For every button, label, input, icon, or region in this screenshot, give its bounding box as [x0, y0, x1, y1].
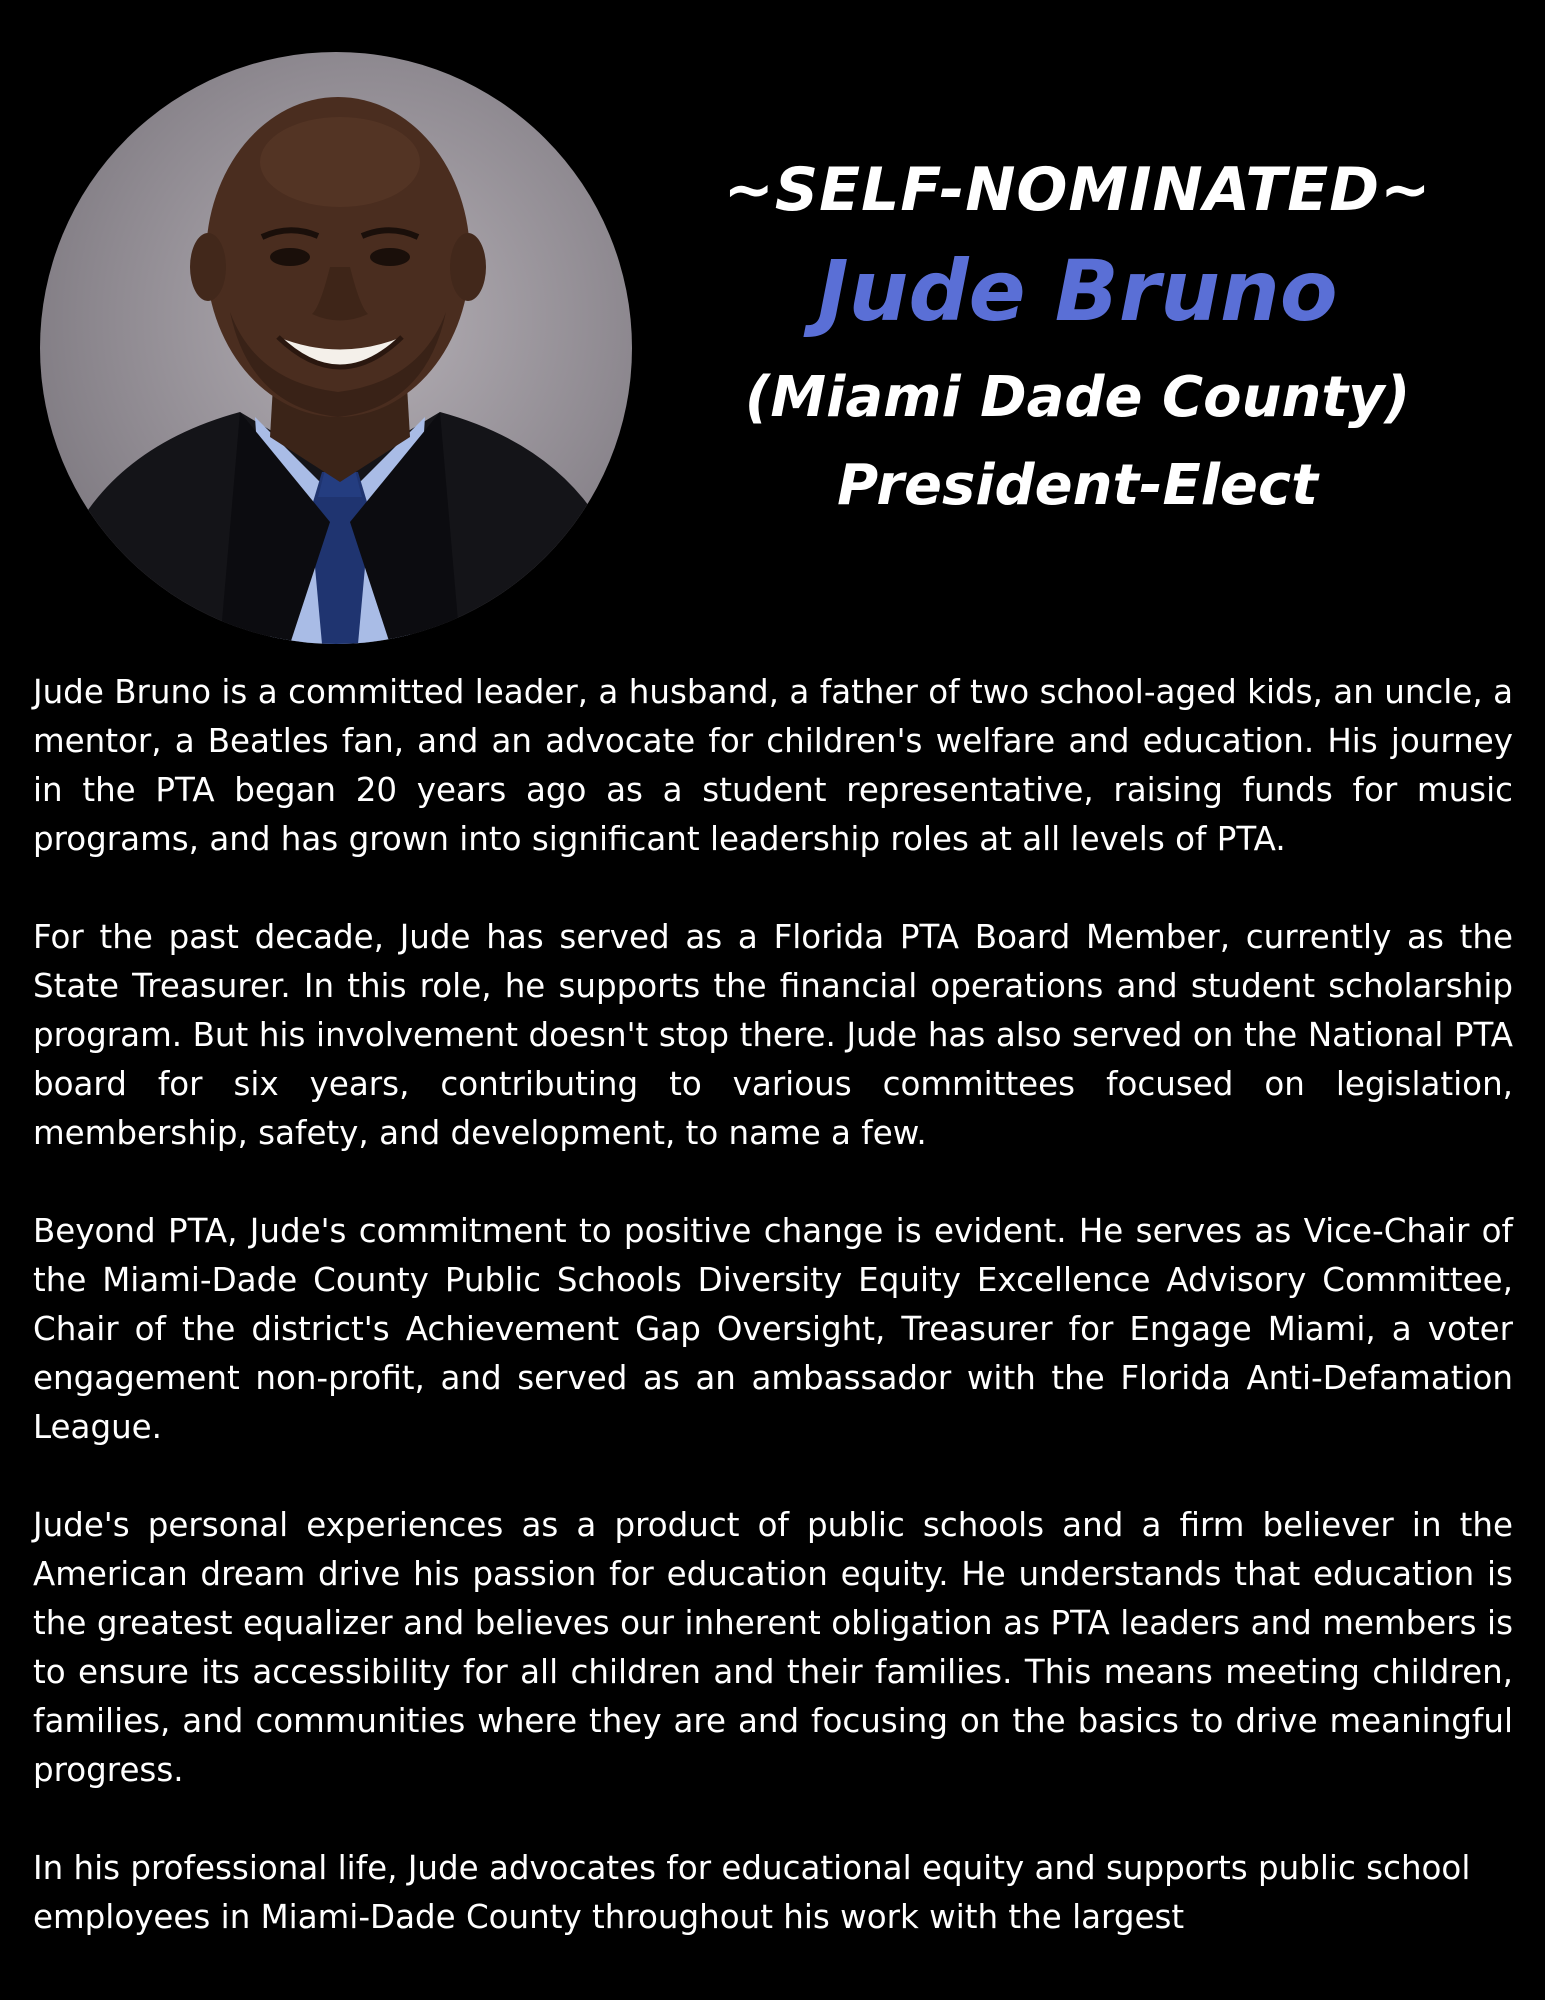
candidate-name: Jude Bruno: [817, 242, 1338, 340]
bio-paragraph: Jude's personal experiences as a product of public schools and a firm believer in the American dream drive his passion for education equity. He understands that education is the greatest equalizer and believes our inherent obligation as PTA leaders and members is to ensure its accessibility for all children and their families. This means meeting children, families, and communities where they are and focusing on the basics to drive meaningful progress.: [33, 1506, 1513, 1789]
bio-paragraph: For the past decade, Jude has served as a Florida PTA Board Member, currently as the State Treasurer. In this role, he supports the financial operations and student scholarship program. But his involvement doesn't stop there. Jude has also served on the National PTA board for six years, contributing to various committees focused on legislation, membership, safety, and development, to name a few.: [33, 918, 1513, 1152]
bio-paragraph: Beyond PTA, Jude's commitment to positive change is evident. He serves as Vice-Chair of the Miami-Dade County Public Schools Diversity Equity Excellence Advisory Committee, Chair of the district's Achievement Gap Oversight, Treasurer for Engage Miami, a voter engagement non-profit, and served as an ambassador with the Florida Anti-Defamation League.: [33, 1212, 1513, 1446]
candidate-county: (Miami Dade County): [744, 365, 1411, 430]
biography: [33, 668, 1513, 1991]
bio-paragraph: In his professional life, Jude advocates for educational equity and supports public school employees in Miami-Dade County throughout his work with the largest: [33, 1849, 1471, 1936]
bio-paragraph: Jude Bruno is a committed leader, a husband, a father of two school-aged kids, an uncle, a mentor, a Beatles fan, and an advocate for children's welfare and education. His journey in the PTA began 20 years ago as a student representative, raising funds for music programs, and has grown into significant leadership roles at all levels of PTA.: [33, 673, 1513, 858]
nomination-label: ~SELF-NOMINATED~: [723, 155, 1432, 225]
candidate-role: President-Elect: [837, 453, 1318, 518]
candidate-portrait: [40, 52, 632, 644]
header: [660, 150, 1495, 526]
portrait-illustration: [40, 52, 632, 644]
